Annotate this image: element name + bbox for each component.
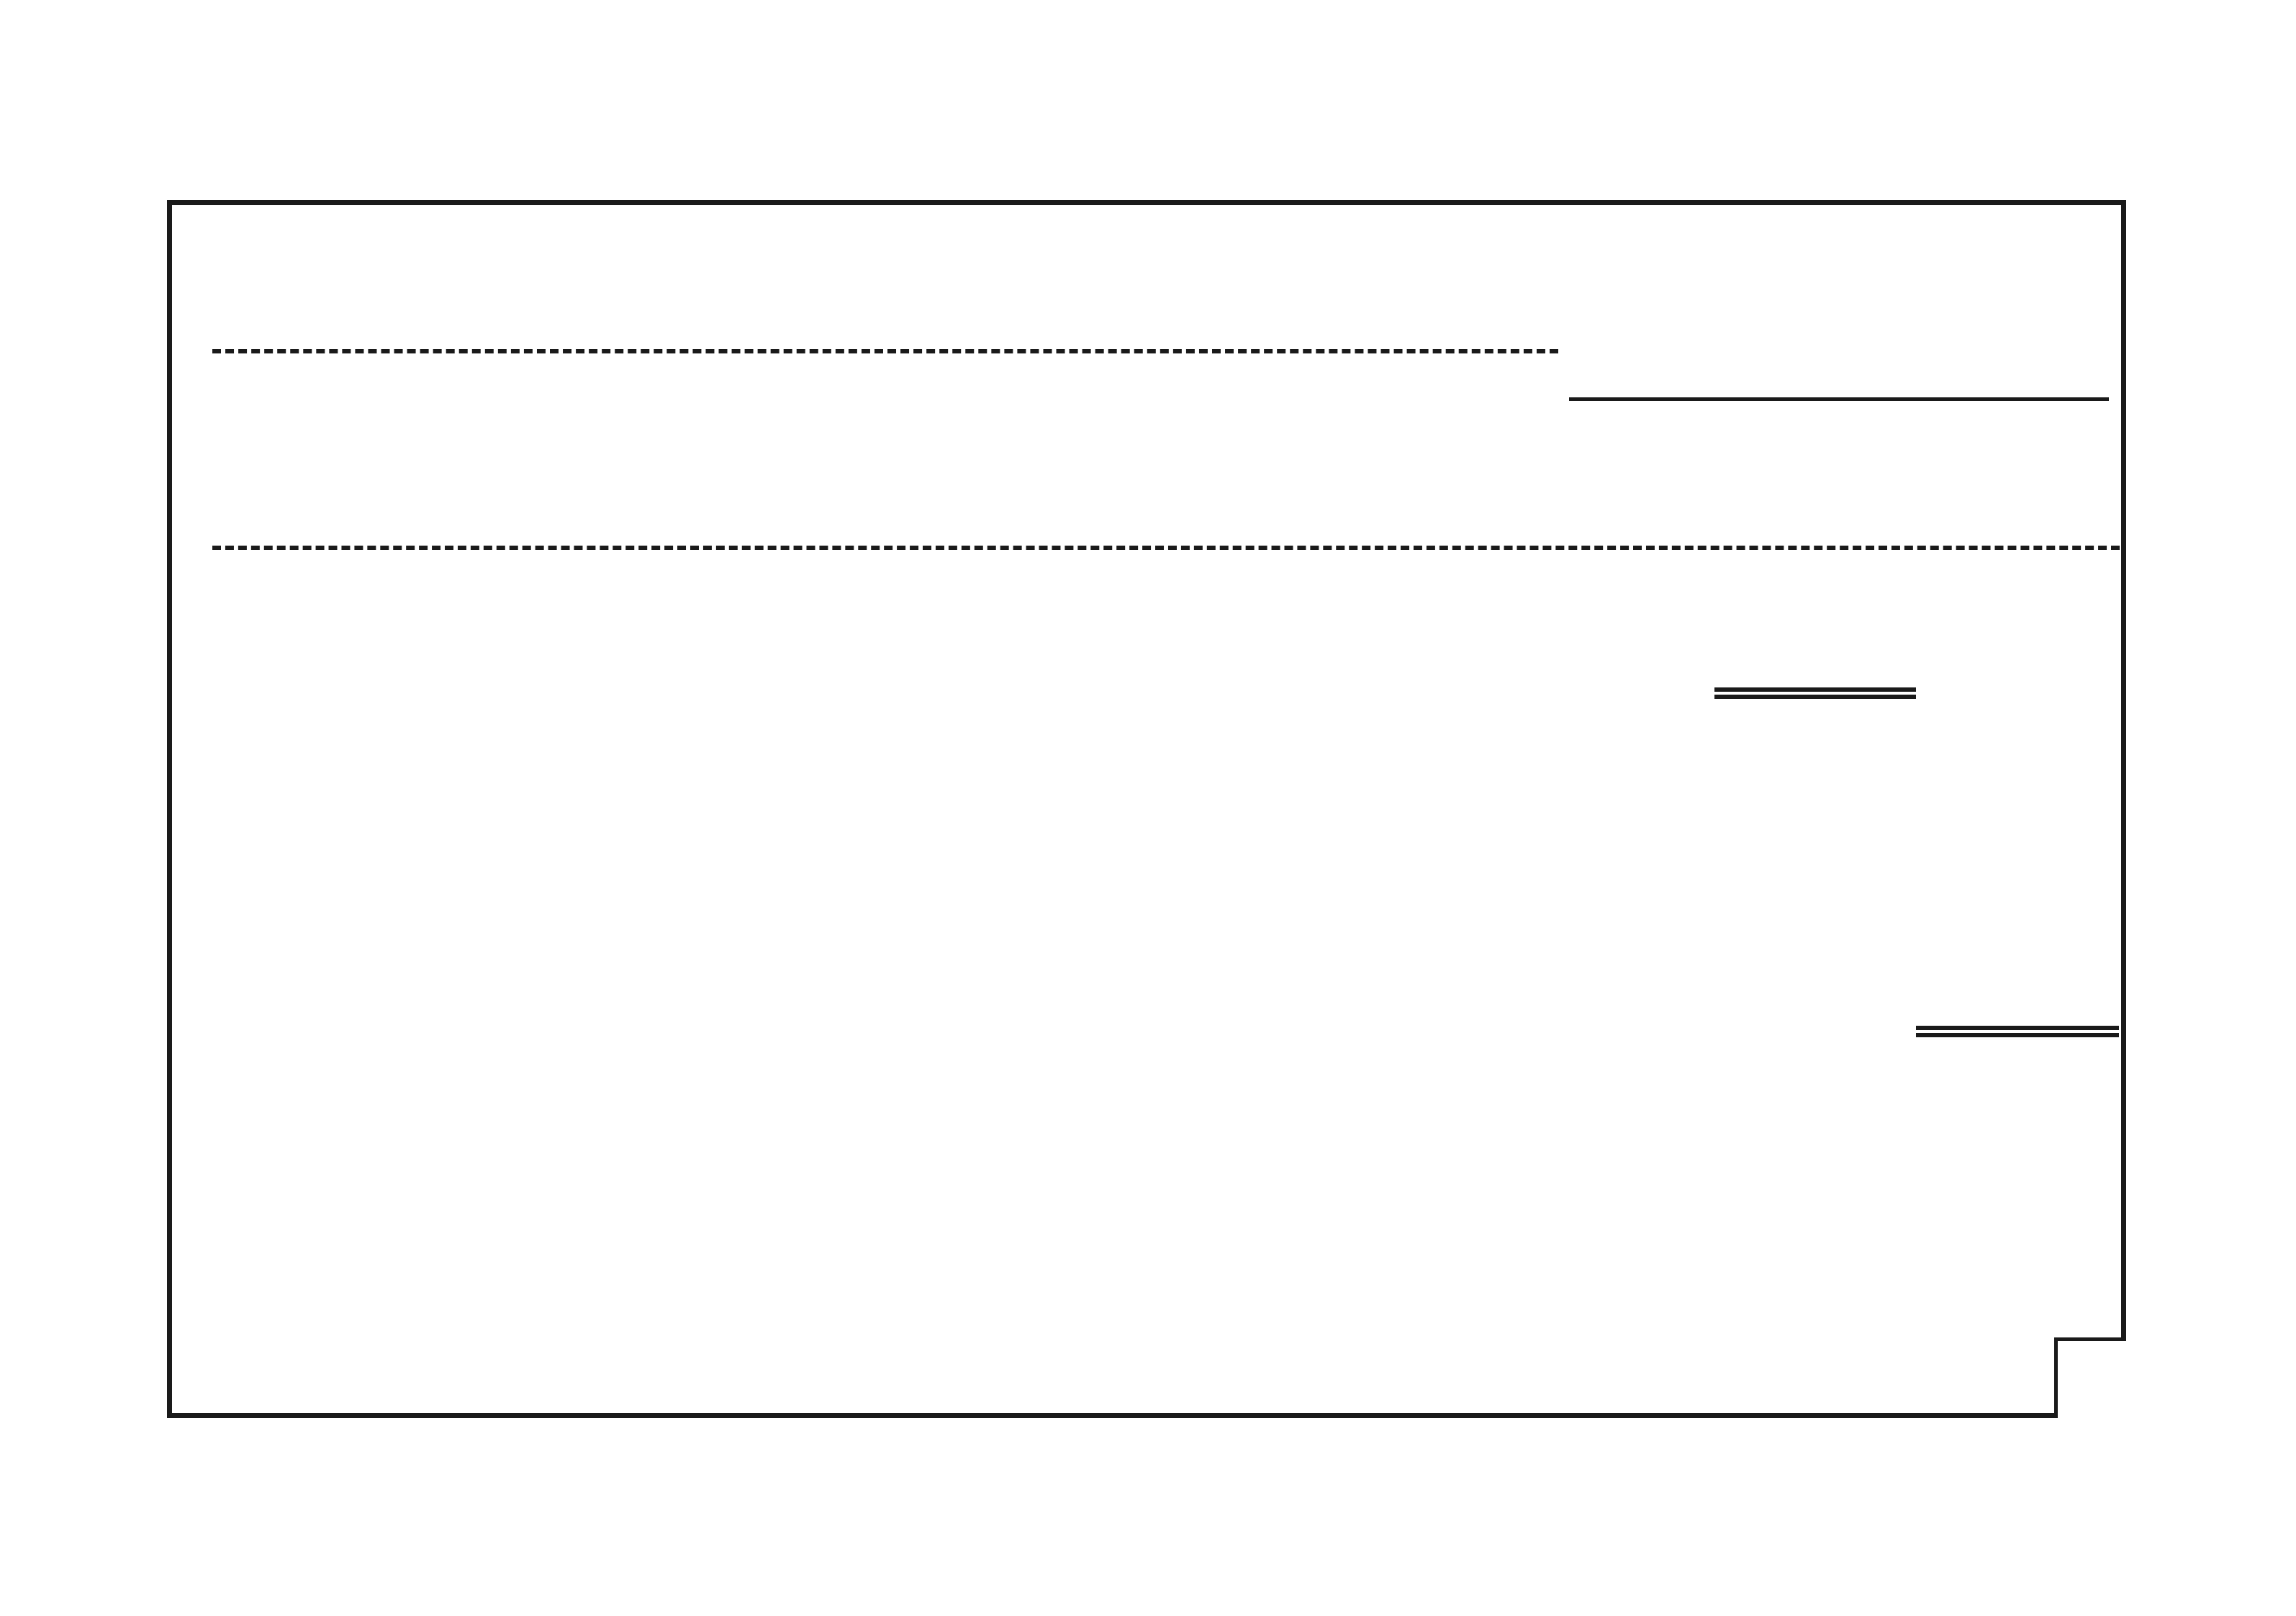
gantt-bar-stair-1 [1714,687,1916,699]
work-days-header-rule [1569,397,2109,401]
gantt-bar-stair-2 [1916,1026,2119,1037]
header-top-dashed-rule [212,349,1558,353]
header-bottom-dashed-rule [212,546,2120,550]
document-frame [167,200,2126,1418]
page-stamp [2054,1337,2126,1418]
